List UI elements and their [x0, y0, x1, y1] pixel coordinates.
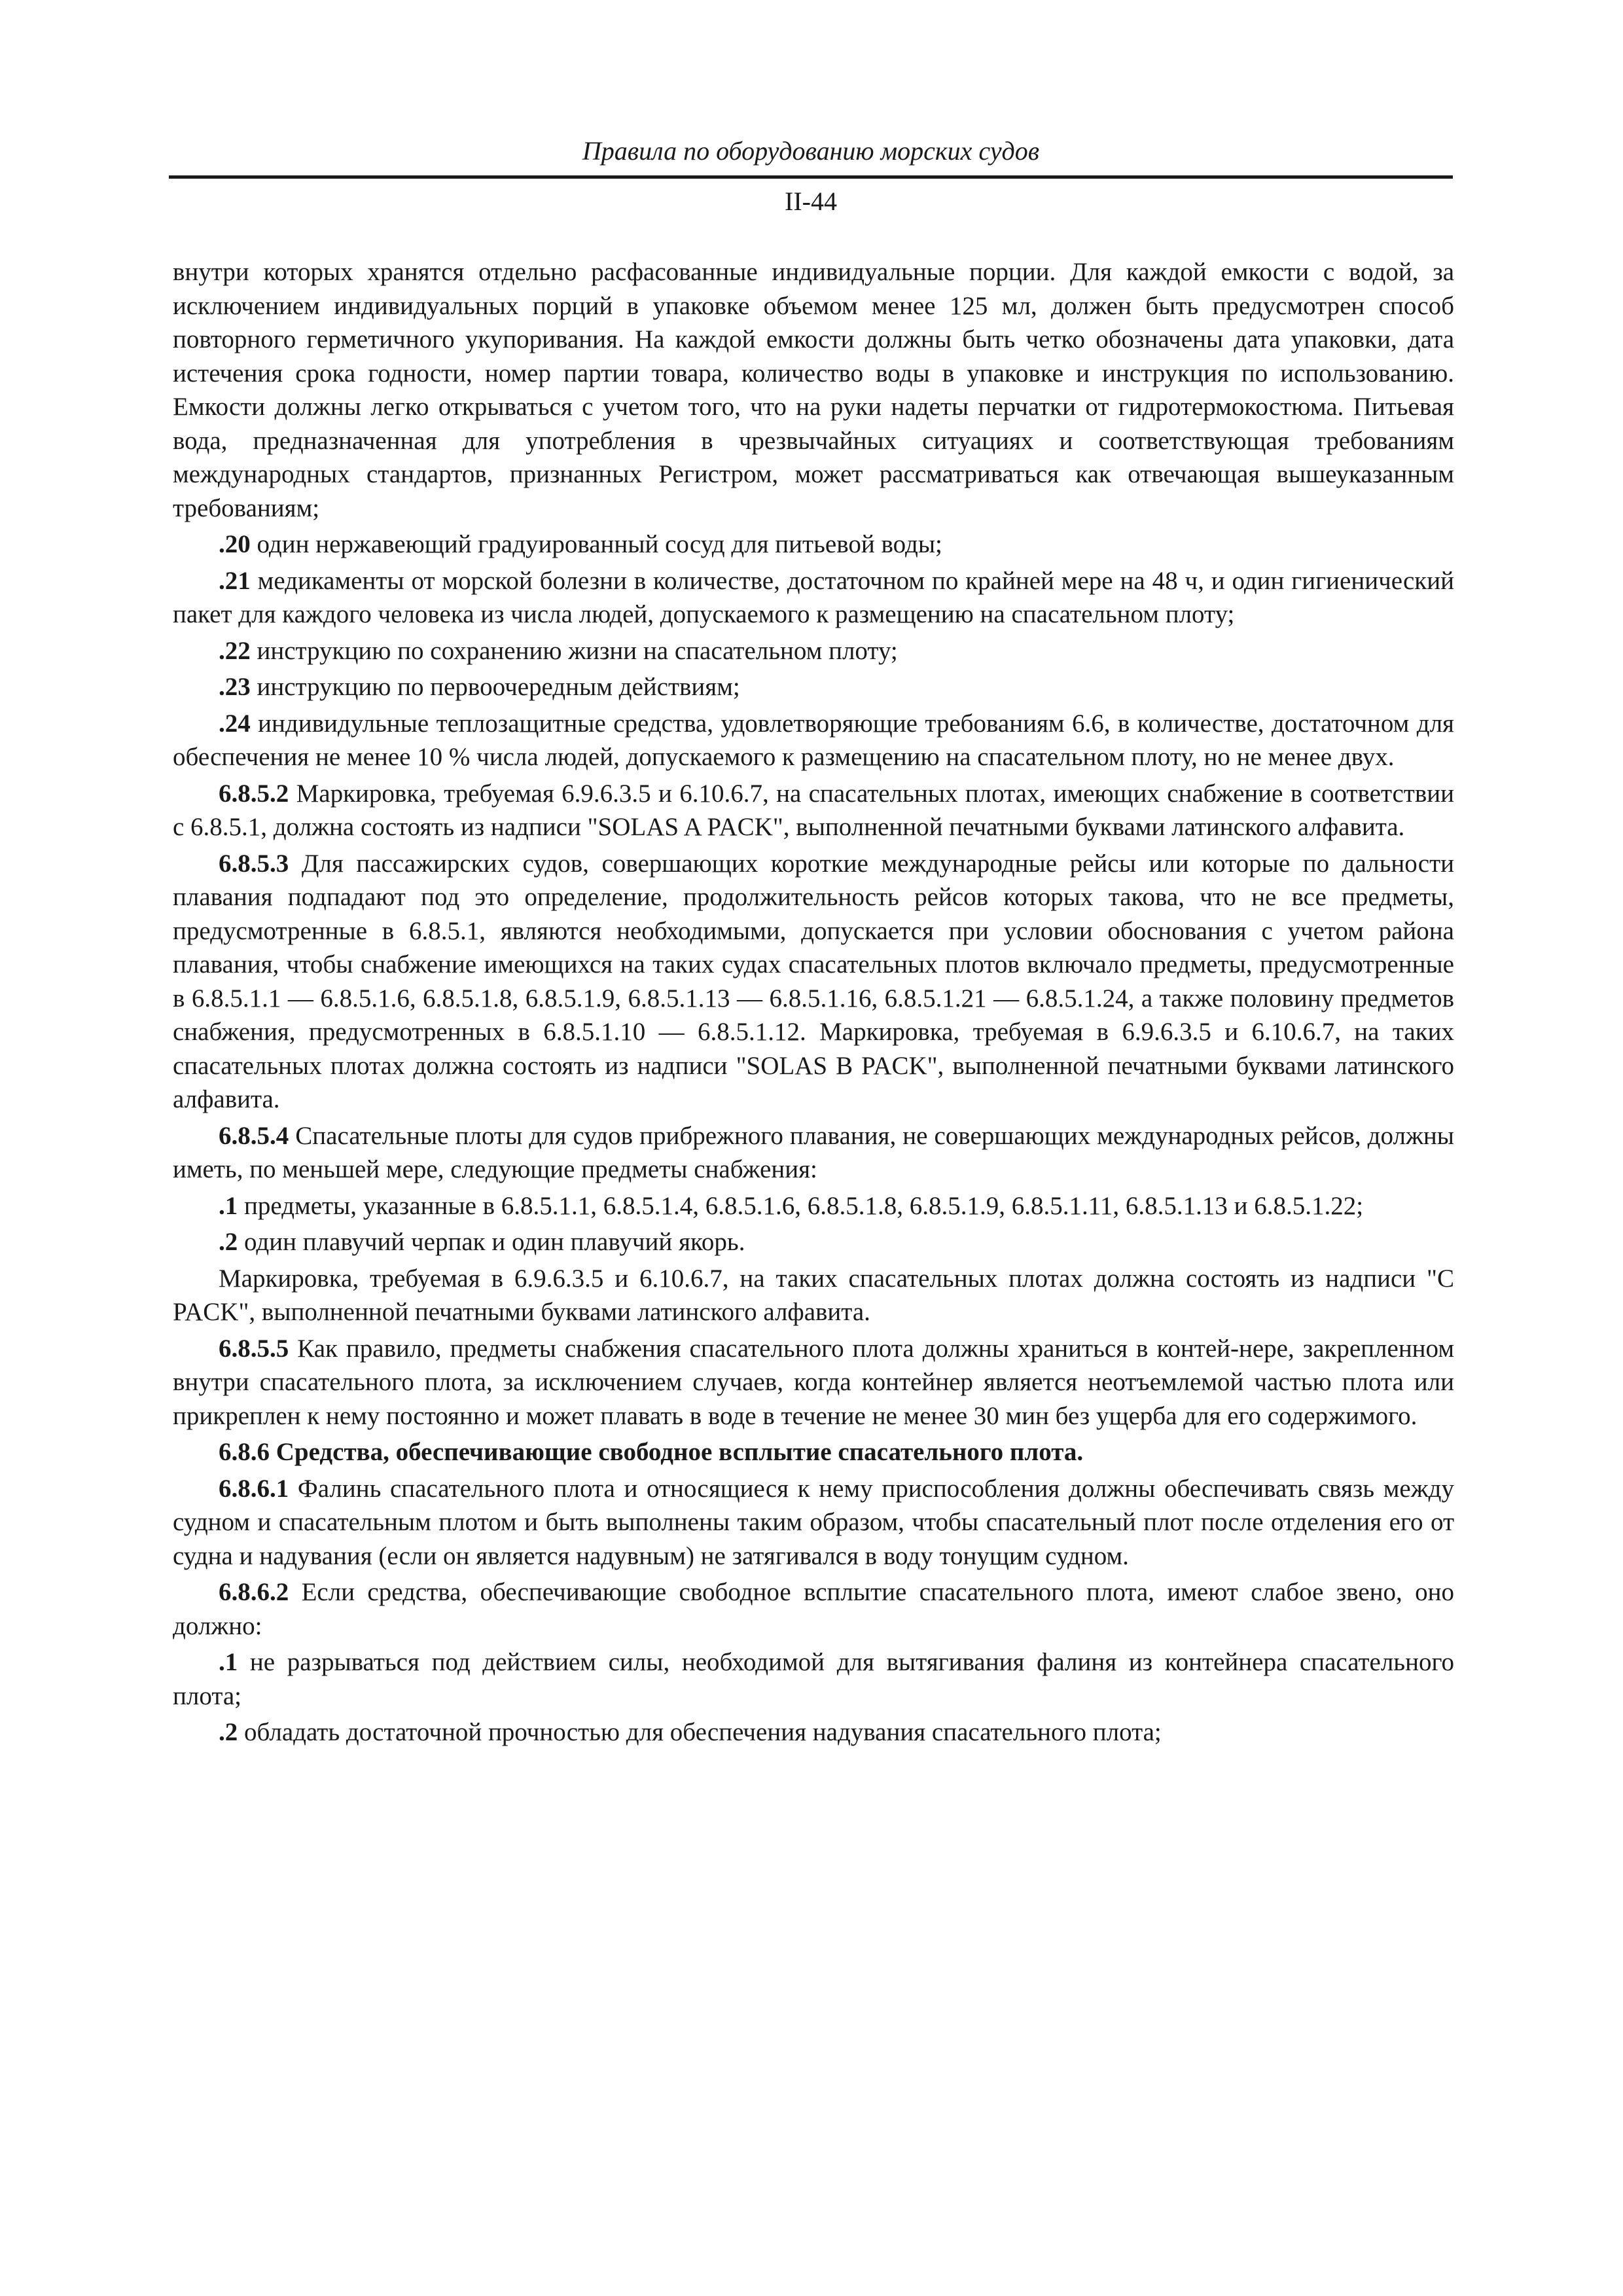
item-number: .23 — [219, 673, 251, 701]
item-number: .20 — [219, 530, 251, 558]
item-number: .21 — [219, 566, 251, 595]
list-item — [173, 634, 1454, 668]
list-item — [173, 564, 1454, 632]
paragraph — [173, 255, 1454, 525]
section-paragraph — [173, 777, 1454, 844]
item-text: предметы, указанные в 6.8.5.1.1, 6.8.5.1.4, 6.8.5.1.6, 6.8.5.1.8, 6.8.5.1.9, 6.8.5.1.11, 6.8.5.1.13 и 6.8.5.1.22; — [238, 1191, 1364, 1220]
item-text: один нержавеющий градуированный сосуд для питьевой воды; — [250, 530, 942, 558]
item-text: один плавучий черпак и один плавучий якорь. — [238, 1228, 745, 1256]
item-text: не разрываться под действием силы, необходимой для вытягивания фалиня из контейнера спасательного плота; — [173, 1648, 1454, 1710]
paragraph — [173, 1262, 1454, 1329]
list-item — [173, 1715, 1454, 1749]
paragraph-text: Маркировка, требуемая в 6.9.6.3.5 и 6.10.6.7, на таких спасательных плотах должна состоять из надписи "C PACK", выполненной печатными буквами латинского алфавита. — [173, 1264, 1454, 1326]
section-number: 6.8.5.2 — [219, 779, 289, 808]
section-heading — [173, 1435, 1454, 1469]
item-text: индивидульные теплозащитные средства, удовлетворяющие требованиям 6.6, в количестве, достаточном для обеспечения не менее 10 % числа людей, допускаемого к размещению на спасательном плоту, но не менее двух. — [173, 709, 1454, 771]
item-text: медикаменты от морской болезни в количестве, достаточном по крайней мере на 48 ч, и один гигиенический пакет для каждого человека из числа людей, допускаемого к размещению на спасательном плоту; — [173, 566, 1454, 628]
section-heading-text: 6.8.6 Средства, обеспечивающие свободное всплытие спасательного плота. — [219, 1438, 1084, 1466]
section-text: Если средства, обеспечивающие свободное всплытие спасательного плота, имеют слабое звено, оно должно: — [173, 1578, 1454, 1640]
item-text: обладать достаточной прочностью для обеспечения надувания спасательного плота; — [238, 1718, 1162, 1746]
section-number: 6.8.6.2 — [219, 1578, 289, 1606]
section-text: Маркировка, требуемая 6.9.6.3.5 и 6.10.6.7, на спасательных плотах, имеющих снабжение в соответствии с 6.8.5.1, должна состоять из надписи "SOLAS A PACK", выполненной печатными буквами латинского алфавита. — [173, 779, 1454, 841]
list-item — [173, 1645, 1454, 1713]
paragraph-text: внутри которых хранятся отдельно расфасованные индивидуальные порции. Для каждой емкости с водой, за исключением индивидуальных порций в упаковке объемом менее 125 мл, должен быть предусмотрен способ повторного герметичного укупоривания. На каждой емкости должны быть четко обозначены дата упаковки, дата истечения срока годности, номер партии товара, количество воды в упаковке и инструкция по использованию. Емкости должны легко открываться с учетом того, что на руки надеты перчатки от гидротермокостюма. Питьевая вода, предназначенная для употребления в чрезвычайных ситуациях и соответствующая требованиям международных стандартов, признанных Регистром, может рассматриваться как отвечающая вышеуказанным требованиям; — [173, 258, 1454, 522]
page-number: II-44 — [785, 187, 837, 216]
item-text: инструкцию по сохранению жизни на спасательном плоту; — [250, 636, 898, 665]
section-paragraph — [173, 1119, 1454, 1187]
list-item — [173, 670, 1454, 704]
section-paragraph — [173, 847, 1454, 1117]
item-number: .2 — [219, 1228, 238, 1256]
section-text: Для пассажирских судов, совершающих короткие международные рейсы или которые по дальности плавания подпадают под это определение, продолжительность рейсов которых такова, что не все предметы, предусмотренные в 6.8.5.1, являются необходимыми, допускается при условии обоснования с учетом района плавания, чтобы снабжение имеющихся на таких судах спасательных плотов включало предметы, предусмотренные в 6.8.5.1.1 — 6.8.5.1.6, 6.8.5.1.8, 6.8.5.1.9, 6.8.5.1.13 — 6.8.5.1.16, 6.8.5.1.21 — 6.8.5.1.24, а также половину предметов снабжения, предусмотренных в 6.8.5.1.10 — 6.8.5.1.12. Маркировка, требуемая в 6.9.6.3.5 и 6.10.6.7, на таких спасательных плотах должна состоять из надписи "SOLAS B PACK", выполненной печатными буквами латинского алфавита. — [173, 849, 1454, 1113]
section-number: 6.8.6.1 — [219, 1474, 289, 1503]
section-paragraph — [173, 1472, 1454, 1573]
item-number: .1 — [219, 1648, 238, 1676]
list-item — [173, 707, 1454, 774]
section-text: Фалинь спасательного плота и относящиеся к нему приспособления должны обеспечивать связь между судном и спасательным плотом и быть выполнены таким образом, чтобы спасательный плот после отделения его от судна и надувания (если он является надувным) не затягивался в воду тонущим судном. — [173, 1474, 1454, 1570]
body-text — [173, 255, 1454, 1752]
section-number: 6.8.5.3 — [219, 849, 289, 878]
item-number: .22 — [219, 636, 251, 665]
item-number: .2 — [219, 1718, 238, 1746]
section-number: 6.8.5.4 — [219, 1121, 289, 1150]
section-text: Как правило, предметы снабжения спасательного плота должны храниться в контей-нере, закрепленном внутри спасательного плота, за исключением случаев, когда контейнер является неотъемлемой частью плота или прикреплен к нему постоянно и может плавать в воде в течение не менее 30 мин без ущерба для его содержимого. — [173, 1334, 1454, 1430]
running-title: Правила по оборудованию морских судов — [582, 136, 1040, 166]
section-text: Спасательные плоты для судов прибрежного плавания, не совершающих международных рейсов, должны иметь, по меньшей мере, следующие предметы снабжения: — [173, 1121, 1454, 1183]
header-rule — [169, 175, 1453, 179]
item-text: инструкцию по первоочередным действиям; — [250, 673, 740, 701]
list-item — [173, 1225, 1454, 1259]
section-paragraph — [173, 1332, 1454, 1433]
list-item — [173, 528, 1454, 562]
section-paragraph — [173, 1575, 1454, 1643]
section-number: 6.8.5.5 — [219, 1334, 289, 1363]
list-item — [173, 1189, 1454, 1223]
item-number: .1 — [219, 1191, 238, 1220]
item-number: .24 — [219, 709, 251, 738]
